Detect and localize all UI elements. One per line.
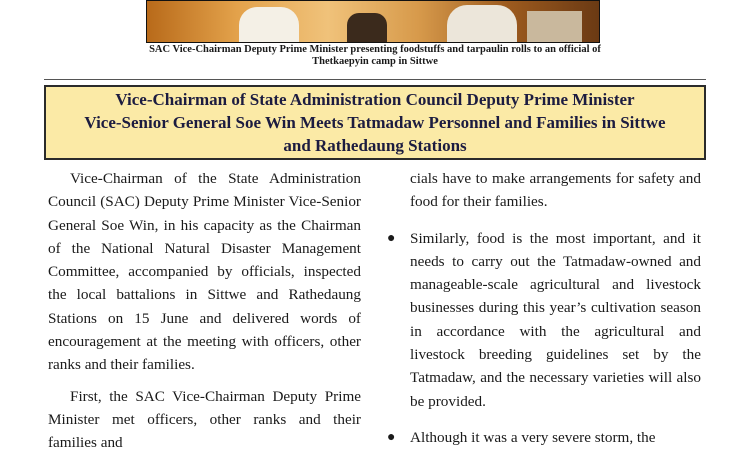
bullet-item	[381, 227, 701, 413]
photo-caption	[60, 44, 690, 68]
caption-line: Thetkaepyin camp in Sittwe	[312, 56, 438, 67]
body-paragraph: First, the SAC Vice-Chairman Deputy Prime Minister met officers, other ranks and their families and	[48, 387, 361, 452]
bullet-text: Although it was a very severe storm, the	[410, 428, 656, 446]
photo-figure	[347, 13, 387, 42]
body-paragraph-continued: cials have to make arrangements for safety and food for their families.	[410, 170, 701, 211]
photo-figure	[527, 11, 582, 42]
headline-line: Vice-Senior General Soe Win Meets Tatmadaw Personnel and Families in Sittwe	[84, 113, 666, 132]
article-column-right	[381, 167, 701, 462]
photo-figure	[239, 7, 299, 42]
bullet-icon: ●	[387, 429, 396, 445]
bullet-text: Similarly, food is the most important, and it needs to carry out the Tatmadaw-owned and manageable-scale agricultural and livestock businesses during this year’s cultivation season in accordance with the agricultural and livestock breeding guidelines set by the Tatmadaw, and the necessary varieties will also be provided.	[410, 229, 701, 410]
body-paragraph: Vice-Chairman of the State Administration Council (SAC) Deputy Prime Minister Vice-Senior General Soe Win, in his capacity as the Chairman of the National Natural Disaster Management Committee, accompanied by officials, inspected the local battalions in Sittwe and Rathedaung Stations on 15 June and delivered words of encouragement at the meeting with officers, other ranks and their families.	[48, 170, 361, 374]
photo-figure	[447, 5, 517, 42]
bullet-icon: ●	[387, 230, 396, 246]
news-photo	[146, 0, 600, 43]
bullet-item	[381, 426, 701, 449]
article-headline	[44, 85, 706, 160]
headline-line: and Rathedaung Stations	[283, 136, 467, 155]
caption-line: SAC Vice-Chairman Deputy Prime Minister presenting foodstuffs and tarpaulin rolls to an official of	[149, 44, 601, 55]
headline-line: Vice-Chairman of State Administration Council Deputy Prime Minister	[115, 90, 635, 109]
article-column-left	[48, 167, 361, 463]
divider	[44, 79, 706, 80]
